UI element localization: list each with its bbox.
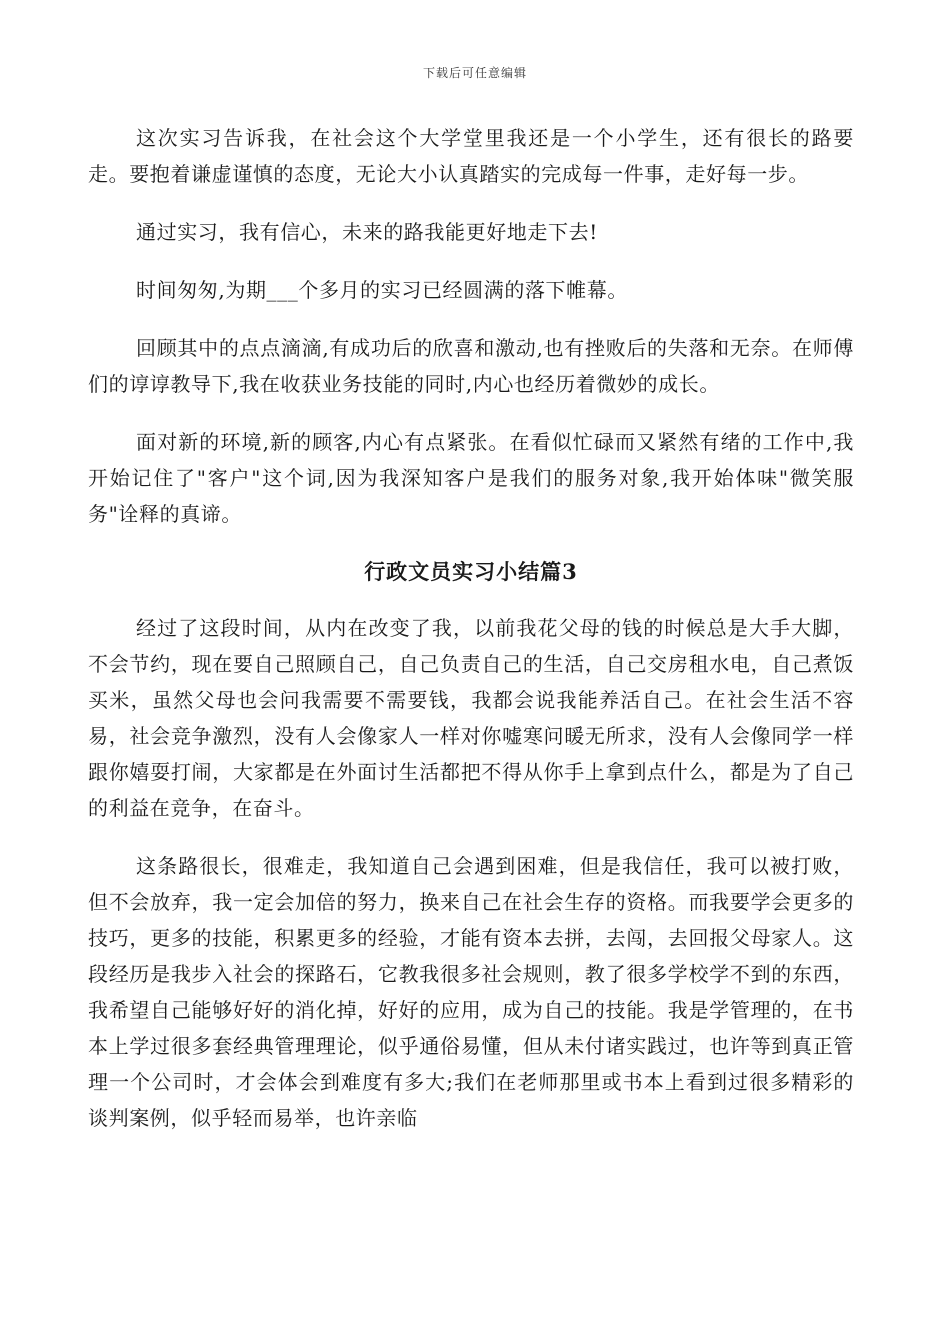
paragraph: 经过了这段时间，从内在改变了我，以前我花父母的钱的时候总是大手大脚，不会节约，现在要自己照顾自己，自己负责自己的生活，自己交房租水电，自己煮饭买米，虽然父母也会问我需要不需要钱，我都会说我能养活自己。在社会生活不容易，社会竞争激烈，没有人会像家人一样对你嘘寒问暖无所求，没有人会像同学一样跟你嬉耍打闹，大家都是在外面讨生活都把不得从你手上拿到点什么，都是为了自己的利益在竞争，在奋斗。 <box>88 616 854 820</box>
paragraph: 时间匆匆,为期___个多月的实习已经圆满的落下帷幕。 <box>136 278 628 302</box>
section-title: 行政文员实习小结篇3 <box>364 559 578 584</box>
document-body <box>88 120 854 1136</box>
paragraph: 这次实习告诉我，在社会这个大学堂里我还是一个小学生，还有很长的路要走。要抱着谦虚谨慎的态度，无论大小认真踏实的完成每一件事，走好每一步。 <box>88 126 854 186</box>
paragraph: 通过实习，我有信心，未来的路我能更好地走下去! <box>136 220 598 244</box>
page-header-note: 下载后可任意编辑 <box>422 66 527 80</box>
paragraph: 回顾其中的点点滴滴,有成功后的欣喜和激动,也有挫败后的失落和无奈。在师傅们的谆谆教导下,我在收获业务技能的同时,内心也经历着微妙的成长。 <box>88 336 854 396</box>
paragraph: 面对新的环境,新的顾客,内心有点紧张。在看似忙碌而又紧然有绪的工作中,我开始记住了"客户"这个词,因为我深知客户是我们的服务对象,我开始体味"微笑服务"诠释的真谛。 <box>88 430 854 526</box>
paragraph: 这条路很长，很难走，我知道自己会遇到困难，但是我信任，我可以被打败，但不会放弃，我一定会加倍的努力，换来自己在社会生存的资格。而我要学会更多的技巧，更多的技能，积累更多的经验，才能有资本去拼，去闯，去回报父母家人。这段经历是我步入社会的探路石，它教我很多社会规则，教了很多学校学不到的东西，我希望自己能够好好的消化掉，好好的应用，成为自己的技能。我是学管理的，在书本上学过很多套经典管理理论，似乎通俗易懂，但从未付诸实践过，也许等到真正管理一个公司时，才会体会到难度有多大;我们在老师那里或书本上看到过很多精彩的谈判案例，似乎轻而易举，也许亲临 <box>88 854 854 1130</box>
